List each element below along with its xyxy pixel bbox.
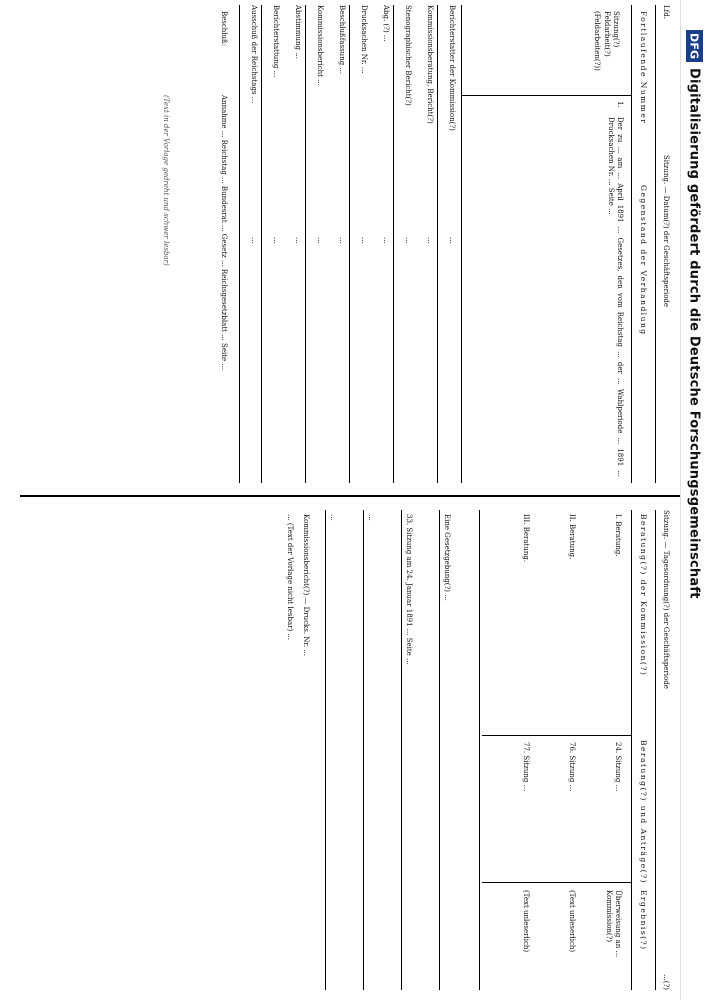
right-header-page: ...(?) — [662, 974, 670, 990]
left-item-row — [437, 5, 456, 483]
left-item-label: Drucksachen Nr. ... — [360, 5, 368, 74]
left-bottom-text: Annahme ... Reichstag ... Bundesrat ... Gesetz ... Reichsgesetzblatt ... Seite ... — [220, 95, 228, 371]
rotated-scan-page — [20, 0, 680, 1000]
left-item-label: Stenographischer Bericht(?) — [404, 5, 412, 106]
left-entry-side — [592, 11, 620, 91]
right-rule-header — [631, 510, 632, 990]
left-header-lfd: Lfd. — [662, 5, 670, 19]
left-item-row — [372, 5, 390, 483]
right-line-text: ... — [329, 514, 338, 521]
left-entry-number: 1. — [616, 101, 624, 108]
right-page — [30, 510, 670, 990]
right-line-text: Eine Gesetzgebung(?) ... — [443, 514, 452, 601]
left-item-label: Abg. (?) ... — [382, 5, 390, 42]
left-item-value: ... — [338, 237, 346, 244]
dfg-caption: Digitalisierung gefördert durch die Deutsche Forschungsgemeinschaft — [686, 68, 702, 599]
left-item-value: ... — [360, 237, 368, 244]
left-item-row — [416, 5, 434, 483]
left-item-value: ... — [316, 237, 324, 244]
left-rule-items — [461, 5, 462, 483]
right-line-row — [363, 510, 394, 990]
left-header — [658, 5, 670, 483]
right-line-text: ... — [367, 514, 376, 521]
right-line-row — [439, 510, 470, 990]
reading-label: I. Beratung. — [614, 514, 622, 557]
left-item-value: ... — [426, 237, 434, 244]
reading-label: II. Beratung. — [568, 514, 576, 560]
left-item-label: Beschlußfassung ... — [338, 5, 346, 75]
right-col-head-3: Ergebnis(?) — [639, 890, 648, 951]
left-entry-side-line-1: Sitzung(?) — [612, 11, 620, 48]
left-item-value: ... — [448, 237, 456, 244]
left-item-row — [349, 5, 368, 483]
left-item-label: Kommissionsbericht ... — [316, 5, 324, 86]
dfg-logo: DFG — [686, 30, 703, 62]
left-item-value: ... — [404, 237, 412, 244]
left-item-row — [305, 5, 324, 483]
left-item-value: ... — [382, 237, 390, 244]
left-page — [30, 5, 670, 483]
reading-result: (Text unleserlich) — [522, 890, 530, 953]
reading-label: III. Beratung. — [522, 514, 530, 563]
right-col-head-1: Beratung(?) der Kommission(?) — [639, 514, 648, 677]
left-header-title: Sitzung. — Datum(?) der Geschäftsperiode — [662, 155, 670, 308]
right-line-row — [401, 510, 432, 990]
left-bottom-label: Beschluß: — [220, 11, 228, 47]
left-col-divider — [462, 95, 632, 96]
left-item-row — [284, 5, 302, 483]
reading-result: Überweisung an ... Kommission(?) — [604, 890, 622, 958]
left-item-value: ... — [272, 237, 280, 244]
reading-detail: 77. Sitzung ... — [522, 742, 530, 792]
right-col-divider-1 — [482, 735, 632, 736]
left-item-label: Ausschuß der Reichstags ... — [250, 5, 258, 104]
left-rule-top — [655, 5, 656, 483]
right-header-title: Sitzung. — Tagesordnung(?) der Geschäftsperiode — [662, 510, 670, 689]
left-rule-header — [631, 5, 632, 483]
left-item-row — [239, 5, 258, 483]
left-item-label: Abstimmung ... — [294, 5, 302, 59]
left-item-label: Berichterstatter der Kommission(?) — [448, 5, 456, 131]
left-item-row — [328, 5, 346, 483]
right-rule-readings — [479, 510, 480, 990]
right-rule-top — [655, 510, 656, 990]
dfg-banner — [680, 0, 707, 1000]
reading-result: (Text unleserlich) — [568, 890, 576, 953]
dfg-banner-text — [683, 30, 705, 970]
left-item-value: ... — [250, 237, 258, 244]
left-col-head-2: Gegenstand der Verhandlung — [639, 185, 648, 336]
reading-detail: 24. Sitzung ... — [614, 742, 622, 792]
left-entry-side-line-3: (Feldarbeiten(?)) — [593, 11, 602, 71]
left-item-value: ... — [294, 237, 302, 244]
right-line-text: 33. Sitzung am 24. Januar 1891 ... Seite ... — [405, 514, 414, 665]
right-header — [658, 510, 670, 990]
left-col-head-1: Fortlaufende Nummer — [639, 11, 648, 125]
right-bottom-text: ... (Text der Vorlage nicht lesbar) ... — [286, 514, 294, 641]
page-fold — [20, 495, 680, 497]
left-entry-text: Der zu ... am ... April 1891 ... Gesetzes, den vom Reichstag ... der ... Wahlperiode ... 1891 ... Drucksachen Nr. ... Seite ... — [606, 117, 624, 477]
left-item-row — [393, 5, 412, 483]
left-item-label: Kommissionsberatung, Bericht(?) — [426, 5, 434, 124]
left-item-label: Berichterstattung ... — [272, 5, 280, 78]
right-line-row — [325, 510, 356, 990]
right-bottom-label: Kommissionsbericht(?) — Drucks. Nr. ... — [302, 514, 310, 657]
reading-detail: 76. Sitzung ... — [568, 742, 576, 792]
left-footnote: (Text in der Vorlage gedreht und schwer lesbar) — [162, 95, 170, 266]
left-item-row — [261, 5, 280, 483]
right-col-head-2: Beratung(?) und Anträge(?) — [639, 740, 648, 885]
left-entry-side-line-2: Feldarbeit(?) — [602, 11, 611, 57]
right-col-divider-2 — [482, 882, 632, 883]
